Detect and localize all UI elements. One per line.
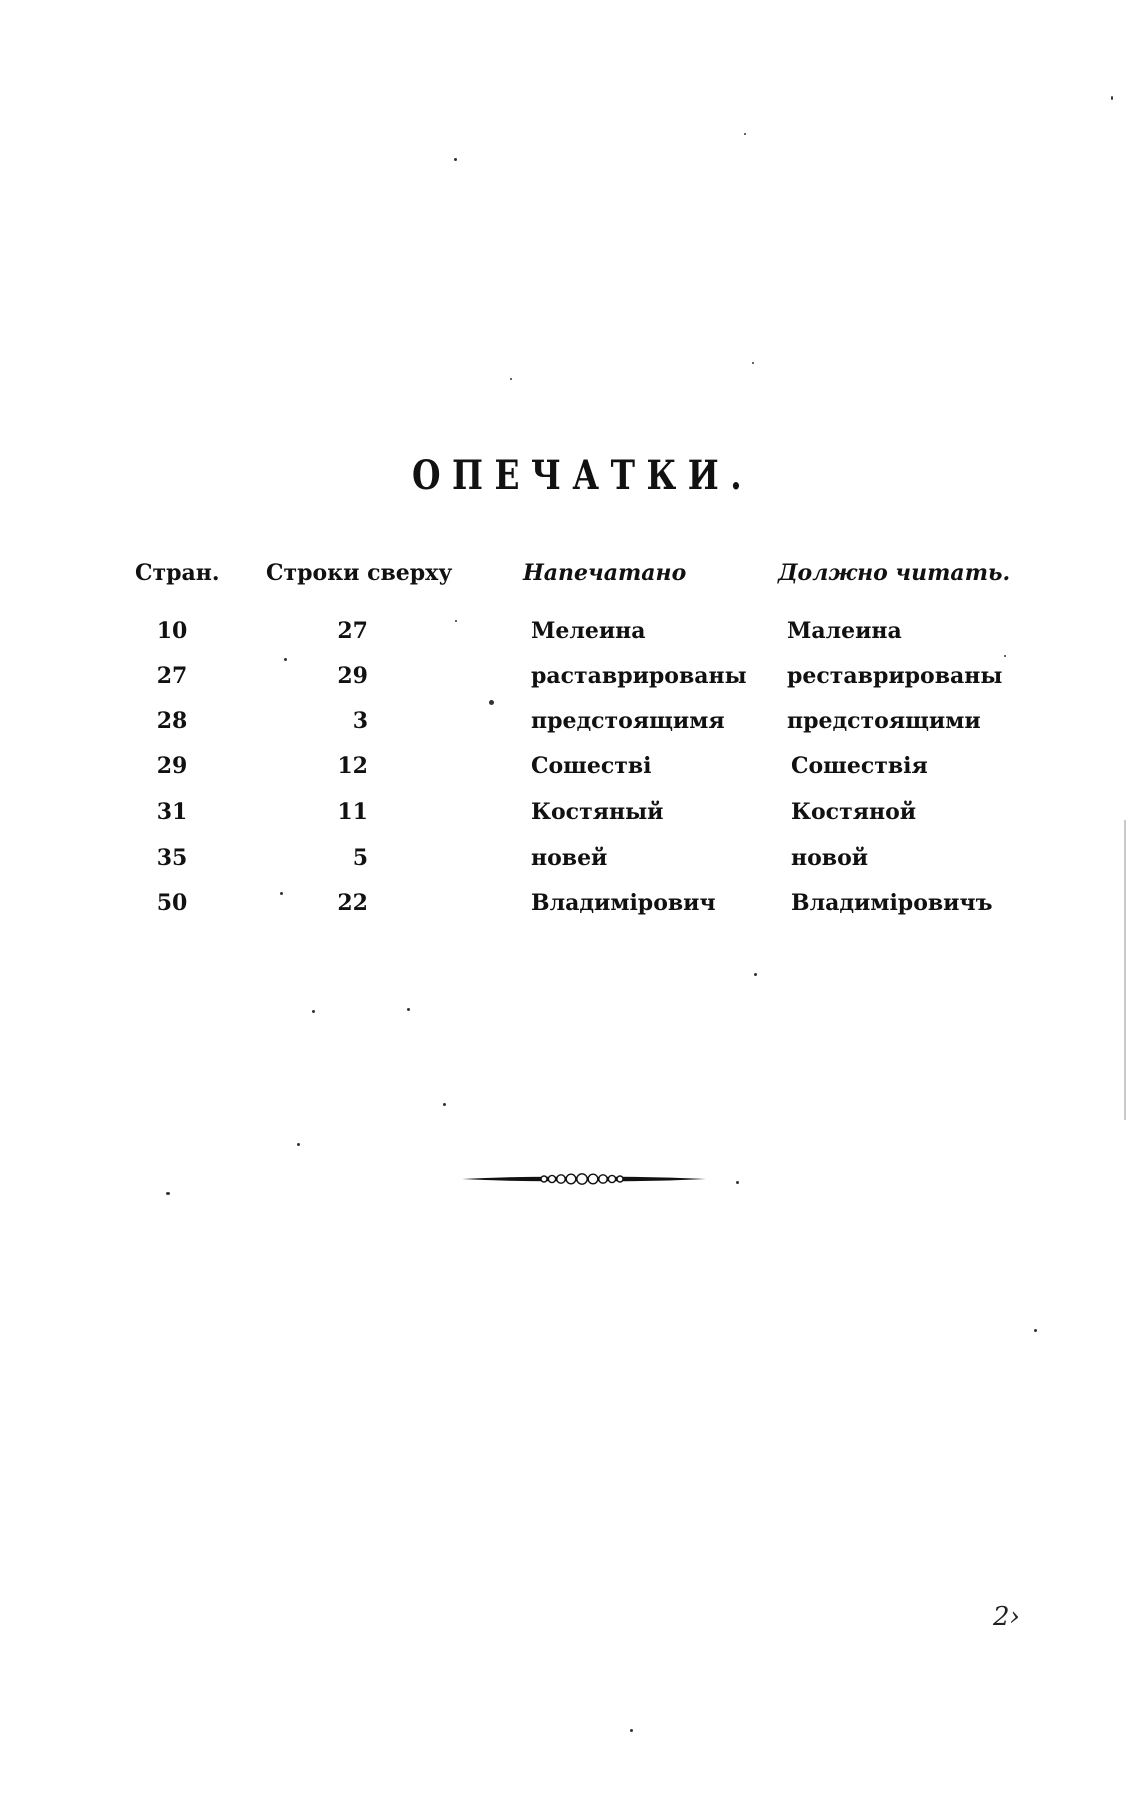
cell-should-read: Малеина xyxy=(787,618,902,644)
paper-speck xyxy=(312,1010,315,1013)
cell-should-read: реставрированы xyxy=(787,663,1003,689)
cell-should-read: Сошествія xyxy=(791,753,928,779)
cell-page: 50 xyxy=(156,890,188,916)
cell-line: 11 xyxy=(337,799,368,825)
cell-should-read: Костяной xyxy=(791,799,917,825)
paper-speck xyxy=(630,1729,633,1732)
table-row xyxy=(0,663,1140,703)
paper-speck xyxy=(510,378,512,380)
header-page: Стран. xyxy=(135,560,220,586)
cell-printed: раставрированы xyxy=(531,663,747,689)
paper-speck xyxy=(297,1143,300,1146)
paper-speck xyxy=(489,700,494,705)
paper-speck xyxy=(736,1181,739,1184)
paper-speck xyxy=(752,362,754,364)
cell-line: 3 xyxy=(352,708,368,734)
cell-should-read: новой xyxy=(791,845,869,871)
header-printed: Напечатано xyxy=(523,560,687,586)
table-row xyxy=(0,708,1140,748)
cell-page: 28 xyxy=(156,708,188,734)
paper-speck xyxy=(455,620,457,622)
paper-speck xyxy=(1004,655,1006,657)
cell-page: 10 xyxy=(156,618,188,644)
table-row xyxy=(0,890,1140,930)
paper-speck xyxy=(284,658,287,661)
paper-speck xyxy=(754,973,757,976)
page-edge-shadow xyxy=(1124,820,1126,1120)
cell-page: 35 xyxy=(156,845,188,871)
cell-printed: Владимірович xyxy=(531,890,716,916)
cell-should-read: Владиміровичъ xyxy=(791,890,993,916)
cell-line: 12 xyxy=(337,753,368,779)
cell-line: 27 xyxy=(337,618,368,644)
ornamental-rule xyxy=(462,1172,706,1186)
table-row xyxy=(0,753,1140,793)
page-title: ОПЕЧАТКИ. xyxy=(411,452,754,499)
header-line: Строки сверху xyxy=(266,560,453,586)
header-should-read: Должно читать. xyxy=(778,560,1011,586)
paper-speck xyxy=(407,1008,410,1011)
paper-speck xyxy=(454,158,457,161)
paper-speck xyxy=(280,892,283,895)
cell-printed: Сошестві xyxy=(531,753,652,779)
paper-speck xyxy=(1034,1329,1037,1332)
handwritten-page-mark: 2› xyxy=(993,1602,1020,1632)
cell-printed: Мелеина xyxy=(531,618,646,644)
cell-should-read: предстоящими xyxy=(787,708,981,734)
table-row xyxy=(0,799,1140,839)
cell-page: 29 xyxy=(156,753,188,779)
paper-speck xyxy=(166,1192,170,1195)
cell-printed: предстоящимя xyxy=(531,708,725,734)
cell-line: 5 xyxy=(352,845,368,871)
paper-speck xyxy=(1111,96,1113,100)
cell-page: 31 xyxy=(156,799,188,825)
cell-line: 22 xyxy=(337,890,368,916)
cell-line: 29 xyxy=(337,663,368,689)
cell-page: 27 xyxy=(156,663,188,689)
cell-printed: новей xyxy=(531,845,608,871)
table-row xyxy=(0,618,1140,658)
paper-speck xyxy=(744,133,746,135)
cell-printed: Костяный xyxy=(531,799,664,825)
table-row xyxy=(0,845,1140,885)
paper-speck xyxy=(443,1103,446,1106)
